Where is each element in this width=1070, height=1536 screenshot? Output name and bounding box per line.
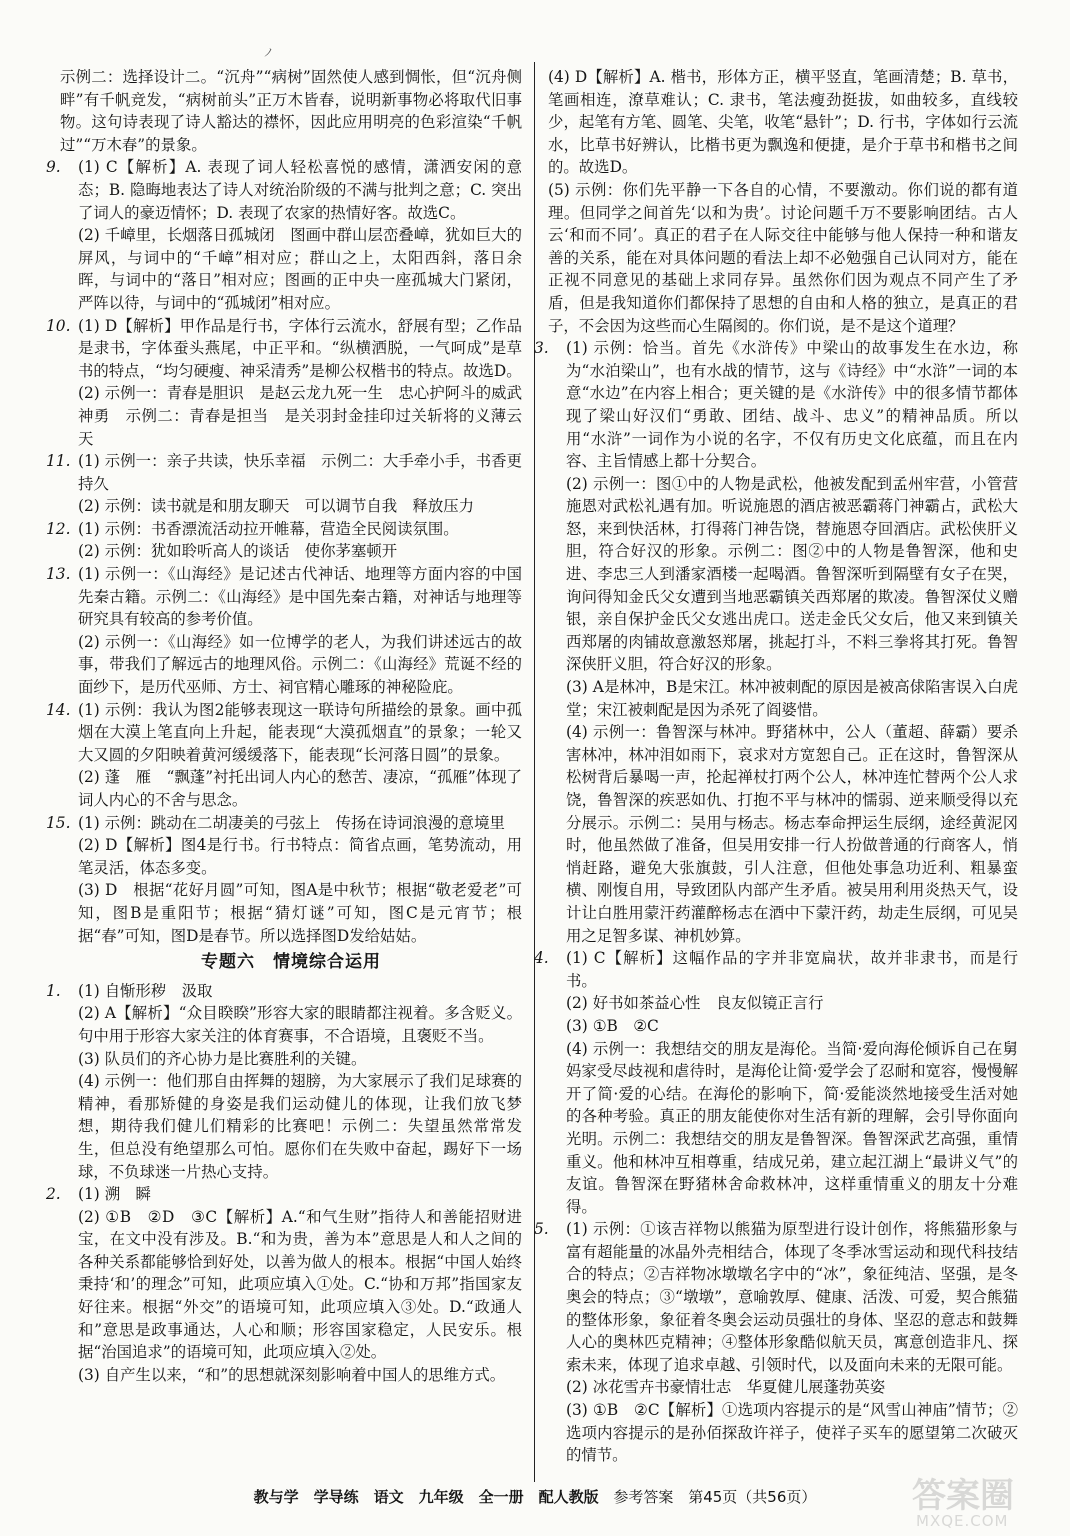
answer-text: (1) 示例：①该吉祥物以熊猫为原型进行设计创作，将熊猫形象与富有超能量的冰晶外壳相结合，体现了冬季冰雪运动和现代科技结合的特点；②吉祥物冰墩墩名字中的“冰”，象征纯洁、坚强，是冬奥会的特点；③“墩墩”，意喻敦厚、健康、活泼、可爱，契合熊猫的整体形象，象征着冬奥会运动员强壮的身体、坚忍的意志和鼓舞人心的奥林匹克精神；④整体形象酷似航天员，寓意创造非凡、探索未来，体现了追求卓越、引领时代，以及面向未来的无限可能。 <box>566 1220 1018 1374</box>
answer-text: (1) 溯 瞬 <box>78 1185 151 1204</box>
section-question-3 <box>534 337 1018 947</box>
watermark-logo <box>908 1468 1048 1532</box>
section-question-5 <box>534 1218 1018 1467</box>
answer-text: (1) C【解析】这幅作品的字并非宽扁状，故并非隶书，而是行书。 <box>566 949 1018 990</box>
answer-text: (2) 示例一：图①中的人物是武松，他被发配到孟州牢营，小管营施恩对武松礼遇有加。听说施恩的酒店被恶霸蒋门神霸占，武松大怒，来到快活林，打得蒋门神告饶，替施恩夺回酒店。武松侠肝义胆，符合好汉的形象。示例二：图②中的人物是鲁智深，他和史进、李忠三人到潘家酒楼一起喝酒。鲁智深听到隔壁有女子在哭，询问得知金氏父女遭到当地恶霸镇关西郑屠的欺凌。鲁智深仗义赠银，亲自保护金氏父女逃出虎口。送走金氏父女后，他又来到镇关西郑屠的肉铺故意激怒郑屠，挑起打斗，不料三拳将其打死。鲁智深侠肝义胆，符合好汉的形象。 <box>566 474 1018 674</box>
left-column <box>46 66 522 1386</box>
question-13 <box>46 563 522 699</box>
question-number: 12. <box>46 519 71 538</box>
answer-text: (1) 示例：恰当。首先《水浒传》中梁山的故事发生在水边，称为“水泊梁山”，也有水战的情节，这与《诗经》中“水浒”一词的本意“水边”在内容上相合；更关键的是《水浒传》中的很多情节都体现了梁山好汉们“勇敢、团结、战斗、忠义”的精神品质。所以用“水浒”一词作为小说的名字，不仅有历史文化底蕴，而且在内容、主旨情感上都十分契合。 <box>566 339 1018 471</box>
answer-text: (3) A是林冲，B是宋江。林冲被刺配的原因是被高俅陷害误入白虎堂；宋江被刺配是因为杀死了阎婆惜。 <box>566 678 1018 719</box>
answer-text: (3) 自产生以来，“和”的思想就深刻影响着中国人的思维方式。 <box>78 1365 506 1384</box>
section-title: 专题六 情境综合运用 <box>201 952 381 973</box>
answer-text: (1) 自惭形秽 汲取 <box>78 981 213 1000</box>
question-number: 9. <box>46 158 61 177</box>
right-column <box>534 66 1018 1467</box>
answer-text: (1) 示例一：亲子共读，快乐幸福 示例二：大手牵小手，书香更持久 <box>78 452 522 493</box>
question-14 <box>46 699 522 812</box>
answer-text: (2) 好书如茶益心性 良友似镜正言行 <box>566 994 824 1013</box>
answer-text: (2) 示例一：青春是胆识 是赵云龙九死一生 忠心护阿斗的威武神勇 示例二：青春是担当 是关羽封金挂印过关斩将的义薄云天 <box>78 384 522 448</box>
section-question-1 <box>46 980 522 1183</box>
answer-text: (2) 冰花雪卉书豪情壮志 华夏健儿展蓬勃英姿 <box>566 1378 886 1397</box>
section-question-2 <box>46 1183 522 1386</box>
question-number: 13. <box>46 565 71 584</box>
answer-text: (2) 示例：犹如聆听高人的谈话 使你茅塞顿开 <box>78 542 398 561</box>
question-number: 3. <box>534 339 549 358</box>
answer-text: (1) 示例：跳动在二胡凄美的弓弦上 传扬在诗词浪漫的意境里 <box>78 813 505 832</box>
answer-text: (2) ①B ②D ③C【解析】A.“和气生财”指待人和善能招财进宝，在文中没有涉及。B.“和为贵，善为本”意思是人和人之间的各种关系都能够恰到好处，以善为做人的根本。根据“中国人始终秉持‘和’的理念”可知，此项应填入①处。C.“协和万邦”指国家友好往来。根据“外交”的语境可知，此项应填入③处。D.“政通人和”意思是政事通达，人心和顺；形容国家稳定，人民安乐。根据“治国追求”的语境可知，此项应填入②处。 <box>78 1207 522 1362</box>
book-title: 教与学 学导练 语文 九年级 全一册 配人教版 <box>253 1488 599 1506</box>
intro-text: 示例二：选择设计二。“沉舟”“病树”固然使人感到惆怅，但“沉舟侧畔”有千帆竞发，“病树前头”正万木皆春，说明新事物必将取代旧事物。这句诗表现了诗人豁达的襟怀，因此应用明亮的色彩渲染“千帆过”“万木春”的景象。 <box>60 68 522 154</box>
answer-text: (4) 示例一：他们那自由挥舞的翅膀，为大家展示了我们足球赛的精神，看那矫健的身姿是我们运动健儿的体现，让我们放飞梦想，期待我们健儿们精彩的比赛吧！示例二：失望虽然常常发生，但总没有绝望那么可怕。愿你们在失败中奋起，踢好下一场球，不负球迷一片热心支持。 <box>78 1072 522 1181</box>
answer-text: (4) D【解析】A. 楷书，形体方正，横平竖直，笔画清楚；B. 草书，笔画相连，潦草难认；C. 隶书，笔法瘦劲挺拔，如曲较多，直线较少，起笔有方笔、圆笔、尖笔，收笔“悬针”；D. 行书，字体如行云流水，比草书好辨认，比楷书更为飘逸和便捷，是介于草书和楷书之间的。故选D。 <box>548 68 1018 177</box>
question-number: 1. <box>46 981 61 1000</box>
watermark-url: MXQE.COM <box>916 1512 1009 1530</box>
answer-text: (1) D【解析】甲作品是行书，字体行云流水，舒展有型；乙作品是隶书，字体蚕头燕尾，中正平和。“纵横洒脱，一气呵成”是草书的特点，“均匀硬瘦、神采清秀”是柳公权楷书的特点。故选D。 <box>78 316 522 380</box>
answer-text: (2) 示例一：《山海经》如一位博学的老人，为我们讲述远古的故事，带我们了解远古的地理风俗。示例二：《山海经》荒诞不经的面纱下，是历代巫师、方士、祠官精心雕琢的神秘险庇。 <box>78 632 522 697</box>
question-number: 4. <box>534 949 549 968</box>
answer-text: (2) D【解析】图4是行书。行书特点：简省点画，笔势流动，用笔灵活，体态多变。 <box>78 836 522 877</box>
scan-mark: ノ <box>263 46 274 59</box>
answer-text: (3) D 根据“花好月圆”可知，图A是中秋节；根据“敬老爱老”可知，图B是重阳节；根据“猜灯谜”可知，图C是元宵节；根据“春”可知，图D是春节。所以选择图D发给姑姑。 <box>78 881 522 945</box>
question-number: 11. <box>46 452 71 471</box>
answer-text: (2) 千嶂里，长烟落日孤城闭 图画中群山层峦叠嶂，犹如巨大的屏风，与词中的“千嶂”相对应；群山之上，太阳西斜，落日余晖，与词中的“落日”相对应；图画的正中央一座孤城大门紧闭，严阵以待，与词中的“孤城闭”相对应。 <box>78 226 522 312</box>
section-question-4 <box>534 947 1018 1218</box>
question-10 <box>46 315 522 451</box>
answer-text: (1) C【解析】A. 表现了词人轻松喜悦的感情，潇洒安闲的意态；B. 隐晦地表达了诗人对统治阶级的不满与批判之意；C. 突出了词人的豪迈情怀；D. 表现了农家的热情好客。故选C。 <box>78 158 522 222</box>
question-number: 10. <box>46 316 71 335</box>
question-15 <box>46 812 522 948</box>
question-11 <box>46 450 522 518</box>
question-12 <box>46 518 522 563</box>
question-number: 14. <box>46 700 71 719</box>
question-number: 15. <box>46 813 71 832</box>
answer-text: (3) 队员们的齐心协力是比赛胜利的关键。 <box>78 1049 367 1068</box>
answer-text: (1) 示例：我认为图2能够表现这一联诗句所描绘的景象。画中孤烟在大漠上笔直向上升起，能表现“大漠孤烟直”的景象；一轮又大又圆的夕阳映着黄河缓缓落下，能表现“长河落日圆”的景象。 <box>78 700 522 764</box>
answer-text: (1) 示例一：《山海经》是记述古代神话、地理等方面内容的中国先秦古籍。示例二：《山海经》是中国先秦古籍，对神话与地理等研究具有较高的参考价值。 <box>78 565 522 629</box>
answer-text: (5) 示例：你们先平静一下各自的心情，不要激动。你们说的都有道理。但同学之间首先‘以和为贵’。讨论问题千万不要影响团结。古人云‘和而不同’。真正的君子在人际交往中能够与他人保持一种和谐友善的关系，能在对具体问题的看法上却不必勉强自己认同对方，能在正视不同意见的基础上求同存异。虽然你们因为观点不同产生了矛盾，但是我知道你们都保持了思想的自由和人格的独立，是真正的君子，不会因为这些而心生隔阂的。你们说，是不是这个道理？ <box>548 180 1018 335</box>
answer-text: (2) A【解析】“众目睽睽”形容大家的眼睛都注视着。多含贬义。句中用于形容大家关注的体育赛事，不合语境，且褒贬不当。 <box>78 1004 522 1045</box>
answer-text: (2) 蓬 雁 “飘蓬”衬托出词人内心的愁苦、凄凉，“孤雁”体现了词人内心的不舍与思念。 <box>78 768 522 809</box>
question-number: 5. <box>534 1220 549 1239</box>
column-divider <box>534 62 535 1482</box>
page-number: 第45页（共56页） <box>688 1488 817 1506</box>
question-9 <box>46 156 522 314</box>
watermark-text: 答案圈 <box>912 1476 1014 1516</box>
answer-text: (1) 示例：书香漂流活动拉开帷幕，营造全民阅读氛围。 <box>78 519 459 538</box>
answer-text: (2) 示例：读书就是和朋友聊天 可以调节自我 释放压力 <box>78 497 475 516</box>
answer-text: (3) ①B ②C【解析】①选项内容提示的是“风雪山神庙”情节；②选项内容提示的是孙佰探敌许祥子，使祥子买车的愿望第二次破灭的情节。 <box>566 1401 1018 1465</box>
answer-text: (4) 示例一：鲁智深与林冲。野猪林中，公人（董超、薛霸）要杀害林冲，林冲泪如雨下，哀求对方宽恕自己。正在这时，鲁智深从松树背后暴喝一声，抡起禅杖打两个公人，林冲连忙替两个公人求饶，鲁智深的疾恶如仇、打抱不平与林冲的懦弱、逆来顺受得以充分展示。示例二：吴用与杨志。杨志奉命押运生辰纲，途经黄泥冈时，他虽然做了准备，但吴用安排一行人扮做普通的行商客人，悄悄赶路，避免大张旗鼓，引人注意，但他处事急功近利、粗暴蛮横、刚愎自用，导致团队内部产生矛盾。被吴用利用炎热天气，设计让白胜用蒙汗药灌醉杨志在酒中下蒙汗药，劫走生辰纲，可见吴用之足智多谋、神机妙算。 <box>566 723 1018 945</box>
answer-text: (3) ①B ②C <box>566 1016 659 1035</box>
answer-label: 参考答案 <box>613 1488 674 1506</box>
answer-text: (4) 示例一：我想结交的朋友是海伦。当简·爱向海伦倾诉自己在舅妈家受尽歧视和虐待时，是海伦让简·爱学会了忍耐和宽容，慢慢解开了简·爱的心结。在海伦的影响下，简·爱能淡然地接受生活对她的各种考验。真正的朋友能使你对生活有新的理解，会引导你面向光明。示例二：我想结交的朋友是鲁智深。鲁智深武艺高强，重情重义。他和林冲互相尊重，结成兄弟，建立起江湖上“最讲义气”的友谊。鲁智深在野猪林舍命救林冲，这样重情重义的朋友十分难得。 <box>566 1039 1018 1216</box>
question-number: 2. <box>46 1185 61 1204</box>
